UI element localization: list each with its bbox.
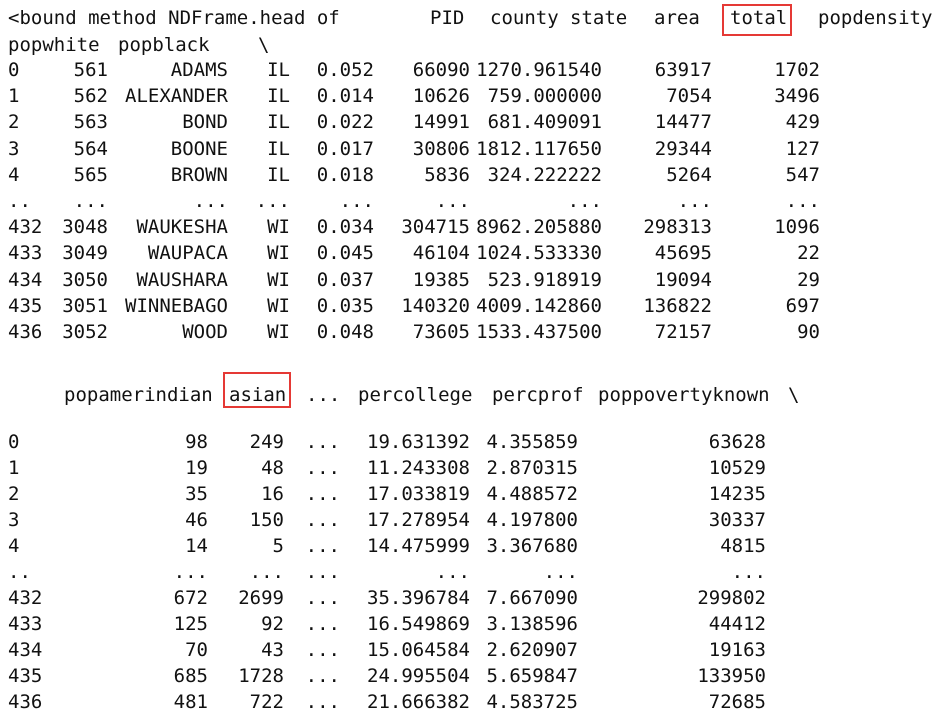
cell-poppovertyknown: 299802 <box>697 587 766 609</box>
cell-area: 0.048 <box>316 321 374 343</box>
cell-state: IL <box>267 59 290 81</box>
column-header-total: total <box>730 7 788 29</box>
cell-asian: 16 <box>261 483 284 505</box>
cell-popblack: 127 <box>785 137 820 160</box>
cell-popamerindian: 98 <box>185 431 208 453</box>
cell-poppovertyknown: 63628 <box>708 431 766 453</box>
cell-county: BOONE <box>170 137 228 160</box>
cell-pid: 565 <box>73 163 108 186</box>
cell-asian: ... <box>249 561 284 583</box>
cell-total: 66090 <box>412 59 470 81</box>
cell-pid: 562 <box>73 85 108 108</box>
cell-total: ... <box>435 190 470 212</box>
column-header-percollege: percollege <box>358 384 473 406</box>
cell-ellipsis: ... <box>305 483 340 505</box>
column-header-poppovertyknown: poppovertyknown <box>598 384 770 406</box>
cell-idx: 1 <box>8 457 20 479</box>
cell-pid: 561 <box>73 59 108 81</box>
cell-popamerindian: 46 <box>185 509 208 531</box>
line-continuation-icon: \ <box>258 34 270 56</box>
cell-idx: .. <box>8 561 31 583</box>
cell-popwhite: 5264 <box>666 163 712 186</box>
column-header-area: area <box>654 7 700 29</box>
cell-ellipsis: ... <box>305 613 340 635</box>
cell-pid: 3049 <box>62 242 108 265</box>
cell-idx: 436 <box>8 321 43 343</box>
cell-county: WINNEBAGO <box>125 294 228 317</box>
cell-idx: 2 <box>8 111 20 134</box>
cell-state: IL <box>267 163 290 186</box>
cell-total: 14991 <box>412 111 470 134</box>
cell-area: 0.035 <box>316 294 374 317</box>
cell-asian: 1728 <box>238 665 284 687</box>
cell-idx: .. <box>8 190 31 212</box>
column-header-pid: PID <box>430 7 465 29</box>
cell-idx: 3 <box>8 509 20 531</box>
cell-area: 0.037 <box>316 268 374 291</box>
cell-county: WAUKESHA <box>136 216 228 239</box>
cell-percprof: 3.367680 <box>486 535 578 557</box>
column-header-popamerindian: popamerindian <box>64 384 213 406</box>
highlight-box-total <box>722 4 792 36</box>
cell-county: BOND <box>182 111 228 134</box>
cell-popamerindian: 70 <box>185 639 208 661</box>
cell-popblack: 1096 <box>774 216 820 239</box>
cell-poppovertyknown: 44412 <box>708 613 766 635</box>
cell-area: 0.018 <box>316 163 374 186</box>
cell-popblack: 429 <box>785 111 820 134</box>
cell-county: WOOD <box>182 321 228 343</box>
cell-pid: 3052 <box>62 321 108 343</box>
cell-pid: 3050 <box>62 268 108 291</box>
cell-poppovertyknown: 133950 <box>697 665 766 687</box>
cell-state: WI <box>267 216 290 239</box>
cell-idx: 4 <box>8 163 20 186</box>
cell-ellipsis: ... <box>305 665 340 687</box>
cell-popdensity: 324.222222 <box>487 163 602 186</box>
cell-percprof: ... <box>543 561 578 583</box>
cell-percprof: 7.667090 <box>486 587 578 609</box>
cell-popwhite: 136822 <box>643 294 712 317</box>
cell-asian: 43 <box>261 639 284 661</box>
cell-popamerindian: 19 <box>185 457 208 479</box>
cell-area: ... <box>339 190 374 212</box>
cell-ellipsis: ... <box>305 561 340 583</box>
cell-total: 73605 <box>412 321 470 343</box>
cell-total: 304715 <box>401 216 470 239</box>
cell-poppovertyknown: 72685 <box>708 691 766 713</box>
cell-state: IL <box>267 137 290 160</box>
cell-county: BROWN <box>170 163 228 186</box>
cell-county: ALEXANDER <box>125 85 228 108</box>
cell-total: 46104 <box>412 242 470 265</box>
column-header-popblack: popblack <box>118 34 210 56</box>
cell-idx: 435 <box>8 665 43 687</box>
cell-percollege: 35.396784 <box>367 587 470 609</box>
cell-pid: ... <box>73 190 108 212</box>
cell-percprof: 5.659847 <box>486 665 578 687</box>
cell-percollege: 16.549869 <box>367 613 470 635</box>
column-header-asian: asian <box>229 384 287 406</box>
cell-percprof: 4.488572 <box>486 483 578 505</box>
cell-popblack: 3496 <box>774 85 820 108</box>
cell-popwhite: 63917 <box>654 59 712 81</box>
cell-popwhite: ... <box>677 190 712 212</box>
cell-area: 0.045 <box>316 242 374 265</box>
cell-asian: 48 <box>261 457 284 479</box>
column-header-popwhite: popwhite <box>8 34 100 56</box>
cell-percollege: ... <box>435 561 470 583</box>
cell-popblack: ... <box>785 190 820 212</box>
cell-popdensity: 8962.205880 <box>476 216 602 239</box>
cell-percprof: 2.870315 <box>486 457 578 479</box>
cell-popamerindian: ... <box>173 561 208 583</box>
cell-popdensity: 681.409091 <box>487 111 602 134</box>
cell-percollege: 11.243308 <box>367 457 470 479</box>
cell-asian: 5 <box>272 535 284 557</box>
cell-popdensity: 1270.961540 <box>476 59 602 81</box>
cell-poppovertyknown: ... <box>731 561 766 583</box>
cell-popamerindian: 35 <box>185 483 208 505</box>
cell-total: 19385 <box>412 268 470 291</box>
cell-popwhite: 19094 <box>654 268 712 291</box>
cell-area: 0.014 <box>316 85 374 108</box>
cell-asian: 722 <box>249 691 284 713</box>
cell-percollege: 24.995504 <box>367 665 470 687</box>
cell-area: 0.052 <box>316 59 374 81</box>
cell-idx: 433 <box>8 613 43 635</box>
cell-ellipsis: ... <box>305 639 340 661</box>
cell-asian: 2699 <box>238 587 284 609</box>
cell-popblack: 29 <box>797 268 820 291</box>
column-header-county: county <box>490 7 559 29</box>
cell-idx: 3 <box>8 137 20 160</box>
cell-percollege: 21.666382 <box>367 691 470 713</box>
cell-popwhite: 45695 <box>654 242 712 265</box>
cell-percollege: 14.475999 <box>367 535 470 557</box>
cell-pid: 3051 <box>62 294 108 317</box>
cell-popdensity: 1024.533330 <box>476 242 602 265</box>
cell-total: 140320 <box>401 294 470 317</box>
cell-poppovertyknown: 10529 <box>708 457 766 479</box>
column-header-state: state <box>570 7 628 29</box>
cell-popblack: 1702 <box>774 59 820 81</box>
cell-poppovertyknown: 4815 <box>720 535 766 557</box>
cell-popdensity: 759.000000 <box>487 85 602 108</box>
cell-total: 10626 <box>412 85 470 108</box>
cell-popamerindian: 125 <box>173 613 208 635</box>
cell-popblack: 697 <box>785 294 820 317</box>
cell-idx: 432 <box>8 216 43 239</box>
cell-idx: 4 <box>8 535 20 557</box>
cell-pid: 563 <box>73 111 108 134</box>
cell-state: WI <box>267 321 290 343</box>
cell-idx: 434 <box>8 639 43 661</box>
cell-popwhite: 72157 <box>654 321 712 343</box>
cell-popblack: 90 <box>797 321 820 343</box>
cell-poppovertyknown: 30337 <box>708 509 766 531</box>
cell-county: WAUSHARA <box>136 268 228 291</box>
cell-ellipsis: ... <box>305 457 340 479</box>
cell-county: ... <box>193 190 228 212</box>
cell-popamerindian: 672 <box>173 587 208 609</box>
cell-percprof: 2.620907 <box>486 639 578 661</box>
cell-ellipsis: ... <box>305 535 340 557</box>
cell-popwhite: 298313 <box>643 216 712 239</box>
cell-county: WAUPACA <box>147 242 228 265</box>
cell-asian: 249 <box>249 431 284 453</box>
cell-popamerindian: 14 <box>185 535 208 557</box>
cell-asian: 150 <box>249 509 284 531</box>
cell-area: 0.017 <box>316 137 374 160</box>
cell-area: 0.022 <box>316 111 374 134</box>
cell-ellipsis: ... <box>305 509 340 531</box>
cell-percollege: 19.631392 <box>367 431 470 453</box>
cell-percprof: 4.583725 <box>486 691 578 713</box>
cell-state: IL <box>267 85 290 108</box>
highlight-box-asian <box>223 372 291 408</box>
cell-county: ADAMS <box>170 59 228 81</box>
cell-percollege: 15.064584 <box>367 639 470 661</box>
cell-poppovertyknown: 14235 <box>708 483 766 505</box>
line-continuation-icon-2: \ <box>788 384 800 406</box>
cell-popdensity: 1533.437500 <box>476 321 602 343</box>
cell-total: 30806 <box>412 137 470 160</box>
cell-idx: 2 <box>8 483 20 505</box>
column-header-percprof: percprof <box>492 384 584 406</box>
cell-state: WI <box>267 242 290 265</box>
cell-pid: 3048 <box>62 216 108 239</box>
cell-popamerindian: 685 <box>173 665 208 687</box>
cell-idx: 433 <box>8 242 43 265</box>
cell-state: IL <box>267 111 290 134</box>
cell-poppovertyknown: 19163 <box>708 639 766 661</box>
column-header-ellipsis: ... <box>306 384 341 406</box>
cell-pid: 564 <box>73 137 108 160</box>
column-header-popdensity: popdensity <box>818 7 933 29</box>
repr-prefix: <bound method NDFrame.head of <box>8 7 340 29</box>
cell-popdensity: 4009.142860 <box>476 294 602 317</box>
cell-idx: 434 <box>8 268 43 291</box>
cell-state: WI <box>267 294 290 317</box>
cell-popblack: 547 <box>785 163 820 186</box>
cell-popdensity: 523.918919 <box>487 268 602 291</box>
cell-popwhite: 14477 <box>654 111 712 134</box>
cell-ellipsis: ... <box>305 587 340 609</box>
cell-percollege: 17.278954 <box>367 509 470 531</box>
cell-ellipsis: ... <box>305 431 340 453</box>
cell-ellipsis: ... <box>305 691 340 713</box>
cell-popdensity: 1812.117650 <box>476 137 602 160</box>
cell-percollege: 17.033819 <box>367 483 470 505</box>
cell-popdensity: ... <box>567 190 602 212</box>
cell-idx: 436 <box>8 691 43 713</box>
cell-state: WI <box>267 268 290 291</box>
cell-state: ... <box>255 190 290 212</box>
cell-asian: 92 <box>261 613 284 635</box>
cell-idx: 0 <box>8 431 20 453</box>
cell-idx: 432 <box>8 587 43 609</box>
cell-percprof: 3.138596 <box>486 613 578 635</box>
cell-idx: 1 <box>8 85 20 108</box>
cell-area: 0.034 <box>316 216 374 239</box>
cell-popwhite: 7054 <box>666 85 712 108</box>
cell-total: 5836 <box>424 163 470 186</box>
cell-idx: 0 <box>8 59 20 81</box>
cell-popblack: 22 <box>797 242 820 265</box>
cell-idx: 435 <box>8 294 43 317</box>
cell-percprof: 4.197800 <box>486 509 578 531</box>
cell-popwhite: 29344 <box>654 137 712 160</box>
cell-percprof: 4.355859 <box>486 431 578 453</box>
cell-popamerindian: 481 <box>173 691 208 713</box>
